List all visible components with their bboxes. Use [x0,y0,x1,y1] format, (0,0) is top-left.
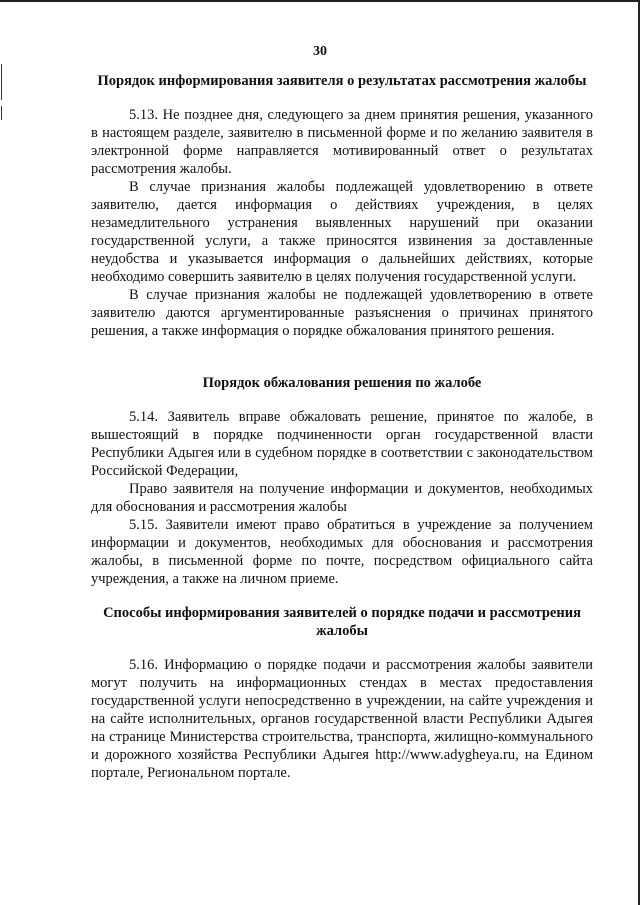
paragraph-complaint-rejected: В случае признания жалобы не подлежащей удовлетворению в ответе заявителю даются аргументированные разъяснения о причинах принятого решения, а также информация о порядке обжалования принятого решения. [91,287,593,339]
section-heading-appeal: Порядок обжалования решения по жалобе [202,375,482,391]
paragraph-complaint-satisfied: В случае признания жалобы подлежащей удовлетворению в ответе заявителю, дается информация о действиях учреждения, в целях незамедлительного устранения выявленных нарушений при оказании государственной услуги, а также приносятся извинения за доставленные неудобства и указывается информация о дальнейших действиях, которые необходимо совершить заявителю в целях получения государственной услуги. [91,179,593,285]
section-heading-informing-methods: Способы информирования заявителей о порядке подачи и рассмотрения жалобы [103,605,581,639]
paragraph-5-14: 5.14. Заявитель вправе обжаловать решение, принятое по жалобе, в вышестоящий в порядке подчиненности орган государственной власти Республики Адыгея или в судебном порядке в соответствии с законодательством Российской Федерации, [91,409,593,479]
paragraph-5-16: 5.16. Информацию о порядке подачи и рассмотрения жалобы заявители могут получить на информационных стендах в местах предоставления государственной услуги непосредственно в учреждении, на сайте учреждения и на сайте исполнительных, органов государственной власти Республики Адыгея на странице Министерства строительства, транспорта, жилищно-коммунального и дорожного хозяйства Республики Адыгея http://www.adygheya.ru, на Едином портале, Региональном портале. [91,657,593,781]
paragraph-right-to-information: Право заявителя на получение информации и документов, необходимых для обоснования и рассмотрения жалобы [91,481,593,515]
document-body [91,72,593,782]
page-number: 30 [313,44,327,59]
section-heading-informing-result: Порядок информирования заявителя о результатах рассмотрения жалобы [97,73,587,89]
scan-edge-mark [1,64,2,100]
paragraph-5-15: 5.15. Заявители имеют право обратиться в учреждение за получением информации и документов, необходимых для обоснования и рассмотрения жалобы, в письменной форме по почте, посредством официального сайта учреждения, а также на личном приеме. [91,517,593,587]
paragraph-5-13: 5.13. Не позднее дня, следующего за днем принятия решения, указанного в настоящем разделе, заявителю в письменной форме и по желанию заявителя в электронной форме направляется мотивированный ответ о результатах рассмотрения жалобы. [91,107,593,177]
scan-edge-mark [1,106,2,120]
